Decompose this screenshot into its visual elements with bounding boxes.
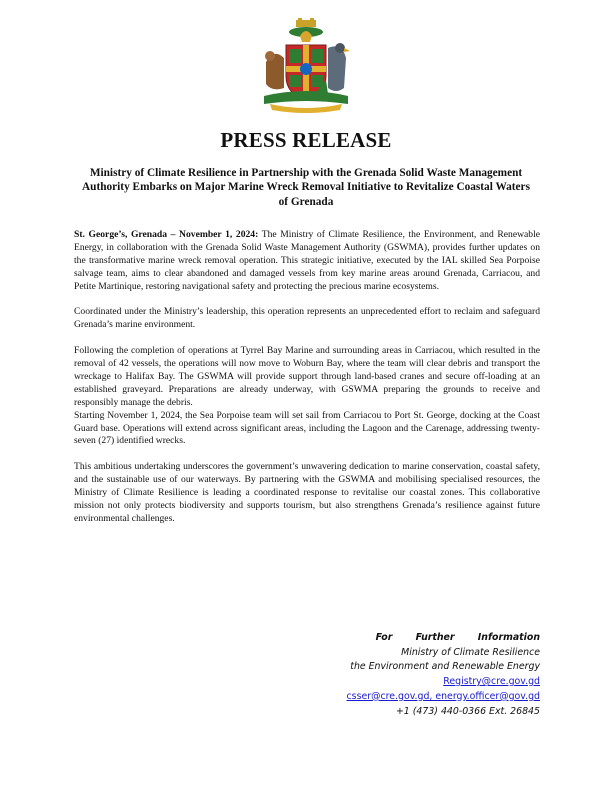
dateline: St. George’s, Grenada – November 1, 2024: bbox=[74, 229, 259, 240]
contact-ministry-2: the Environment and Renewable Energy bbox=[350, 661, 540, 673]
press-release-body bbox=[74, 229, 540, 539]
paragraph-1 bbox=[74, 229, 540, 294]
contact-heading: For Further Information bbox=[375, 632, 540, 643]
paragraph-3: Following the completion of operations at Tyrrel Bay Marine and surrounding areas in Carriacou, which resulted in the removal of 42 vessels, the operations will now move to Woburn Bay, where the team will clear debris and transport the wreckage to Halifax Bay. The GSWMA will provide support through land-based cranes and secure off-loading at an established graveyard. Preparations are already underway, with GSWMA preparing the grounds to receive and responsibly manage the debris. bbox=[74, 345, 540, 408]
officer-email-link[interactable]: csser@cre.gov.gd, energy.officer@gov.gd bbox=[346, 690, 540, 702]
page-title: PRESS RELEASE bbox=[220, 128, 392, 152]
headline: Ministry of Climate Resilience in Partnership with the Grenada Solid Waste Management Authority Embarks on Major Marine Wreck Removal Initiative to Revitalize Coastal Waters of Grenada bbox=[82, 167, 530, 208]
contact-ministry: Ministry of Climate Resilience bbox=[401, 646, 540, 658]
paragraph-2: Coordinated under the Ministry’s leadership, this operation represents an unprecedented effort to reclaim and safeguard Grenada’s marine environment. bbox=[74, 306, 540, 331]
coat-of-arms-icon bbox=[256, 18, 356, 116]
paragraph-4: Starting November 1, 2024, the Sea Porpoise team will set sail from Carriacou to Port St. George, docking at the Coast Guard base. Operations will extend across significant areas, including the Lagoon and the Carenage, addressing twenty-seven (27) identified wrecks. bbox=[74, 409, 540, 447]
contact-phone: +1 (473) 440-0366 Ext. 26845 bbox=[395, 705, 540, 717]
paragraph-5: This ambitious undertaking underscores the government’s unwavering dedication to marine conservation, coastal safety, and the sustainable use of our waterways. By partnering with the GSWMA and mobilising specialised resources, the Ministry of Climate Resilience is leading a coordinated response to revitalise our coastal zones. This collaborative mission not only protects biodiversity and supports tourism, but also strengthens Grenada’s resilience against future environmental challenges. bbox=[74, 461, 540, 524]
paragraph-1-text: The Ministry of Climate Resilience, the Environment, and Renewable Energy, in collaboration with the Grenada Solid Waste Management Authority (GSWMA), provides further updates on the transformative marine wreck removal operation. This strategic initiative, executed by the IAL skilled Sea Porpoise salvage team, aims to clear abandoned and damaged vessels from key marine areas around Grenada, Carriacou, and Petite Martinique, restoring navigational safety and protecting the precious marine ecosystems. bbox=[74, 229, 540, 292]
registry-email-link[interactable]: Registry@cre.gov.gd bbox=[443, 676, 540, 688]
contact-block bbox=[347, 631, 540, 719]
